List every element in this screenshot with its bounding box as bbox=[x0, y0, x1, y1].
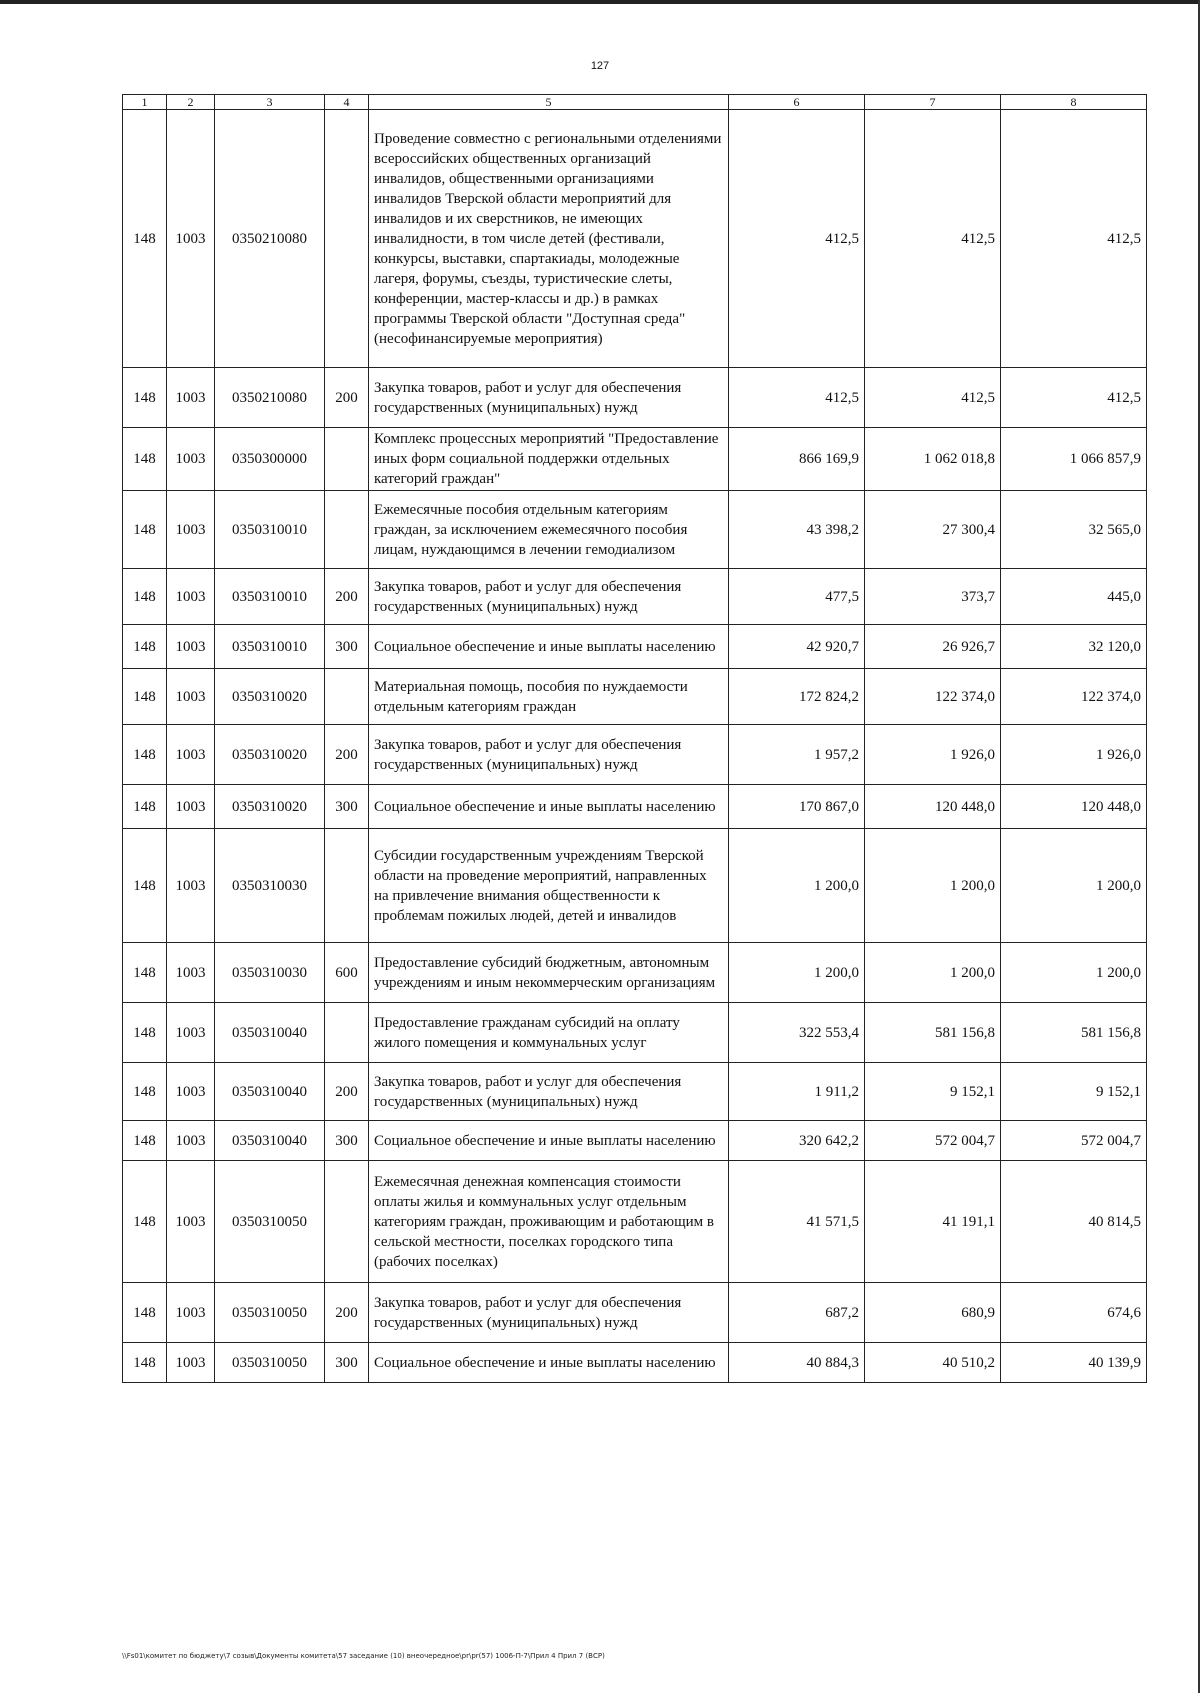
cell-target-article: 0350310010 bbox=[215, 491, 325, 569]
cell-amount-col8: 1 066 857,9 bbox=[1001, 428, 1147, 491]
cell-section: 1003 bbox=[167, 428, 215, 491]
cell-amount-col6: 40 884,3 bbox=[729, 1343, 865, 1383]
table-row bbox=[123, 943, 1147, 1003]
cell-target-article: 0350300000 bbox=[215, 428, 325, 491]
cell-amount-col7: 40 510,2 bbox=[865, 1343, 1001, 1383]
budget-table bbox=[122, 94, 1147, 1383]
column-header: 4 bbox=[325, 95, 369, 110]
table-row bbox=[123, 1003, 1147, 1063]
column-number-row bbox=[123, 95, 1147, 110]
cell-target-article: 0350310020 bbox=[215, 785, 325, 829]
cell-expense-type bbox=[325, 1161, 369, 1283]
cell-amount-col8: 9 152,1 bbox=[1001, 1063, 1147, 1121]
cell-amount-col8: 1 200,0 bbox=[1001, 943, 1147, 1003]
cell-target-article: 0350310040 bbox=[215, 1003, 325, 1063]
cell-expense-type: 300 bbox=[325, 1343, 369, 1383]
cell-ministry: 148 bbox=[123, 428, 167, 491]
cell-section: 1003 bbox=[167, 625, 215, 669]
cell-amount-col6: 41 571,5 bbox=[729, 1161, 865, 1283]
cell-amount-col8: 412,5 bbox=[1001, 368, 1147, 428]
cell-item-name: Социальное обеспечение и иные выплаты населению bbox=[369, 1121, 729, 1161]
cell-expense-type: 300 bbox=[325, 1121, 369, 1161]
cell-expense-type: 600 bbox=[325, 943, 369, 1003]
cell-target-article: 0350210080 bbox=[215, 368, 325, 428]
column-header: 6 bbox=[729, 95, 865, 110]
table-row bbox=[123, 625, 1147, 669]
cell-amount-col6: 1 200,0 bbox=[729, 829, 865, 943]
cell-amount-col7: 572 004,7 bbox=[865, 1121, 1001, 1161]
cell-amount-col6: 866 169,9 bbox=[729, 428, 865, 491]
cell-section: 1003 bbox=[167, 943, 215, 1003]
cell-amount-col8: 412,5 bbox=[1001, 110, 1147, 368]
cell-expense-type bbox=[325, 669, 369, 725]
cell-target-article: 0350310010 bbox=[215, 569, 325, 625]
cell-ministry: 148 bbox=[123, 943, 167, 1003]
cell-amount-col7: 680,9 bbox=[865, 1283, 1001, 1343]
cell-ministry: 148 bbox=[123, 1003, 167, 1063]
cell-amount-col6: 42 920,7 bbox=[729, 625, 865, 669]
cell-item-name: Закупка товаров, работ и услуг для обеспечения государственных (муниципальных) нужд bbox=[369, 1283, 729, 1343]
cell-item-name: Ежемесячная денежная компенсация стоимости оплаты жилья и коммунальных услуг отдельным категориям граждан, проживающим и работающим в сельской местности, поселках городского типа (рабочих поселках) bbox=[369, 1161, 729, 1283]
cell-expense-type bbox=[325, 829, 369, 943]
table-row bbox=[123, 110, 1147, 368]
cell-expense-type: 200 bbox=[325, 1283, 369, 1343]
cell-amount-col7: 1 200,0 bbox=[865, 943, 1001, 1003]
cell-amount-col8: 122 374,0 bbox=[1001, 669, 1147, 725]
cell-amount-col6: 477,5 bbox=[729, 569, 865, 625]
cell-ministry: 148 bbox=[123, 1063, 167, 1121]
cell-ministry: 148 bbox=[123, 569, 167, 625]
cell-expense-type bbox=[325, 1003, 369, 1063]
cell-section: 1003 bbox=[167, 1003, 215, 1063]
cell-section: 1003 bbox=[167, 829, 215, 943]
cell-amount-col8: 40 814,5 bbox=[1001, 1161, 1147, 1283]
column-header: 1 bbox=[123, 95, 167, 110]
column-header: 8 bbox=[1001, 95, 1147, 110]
table-row bbox=[123, 1283, 1147, 1343]
cell-amount-col8: 572 004,7 bbox=[1001, 1121, 1147, 1161]
cell-expense-type: 200 bbox=[325, 725, 369, 785]
cell-target-article: 0350310020 bbox=[215, 725, 325, 785]
cell-expense-type: 300 bbox=[325, 625, 369, 669]
cell-amount-col7: 581 156,8 bbox=[865, 1003, 1001, 1063]
table-row bbox=[123, 1161, 1147, 1283]
cell-amount-col7: 27 300,4 bbox=[865, 491, 1001, 569]
cell-section: 1003 bbox=[167, 1343, 215, 1383]
cell-amount-col7: 412,5 bbox=[865, 368, 1001, 428]
cell-item-name: Предоставление субсидий бюджетным, автономным учреждениям и иным некоммерческим организациям bbox=[369, 943, 729, 1003]
cell-ministry: 148 bbox=[123, 725, 167, 785]
cell-amount-col7: 1 062 018,8 bbox=[865, 428, 1001, 491]
cell-target-article: 0350310050 bbox=[215, 1343, 325, 1383]
column-header: 5 bbox=[369, 95, 729, 110]
cell-ministry: 148 bbox=[123, 1161, 167, 1283]
cell-ministry: 148 bbox=[123, 1283, 167, 1343]
table-row bbox=[123, 491, 1147, 569]
cell-amount-col7: 412,5 bbox=[865, 110, 1001, 368]
cell-expense-type bbox=[325, 428, 369, 491]
column-header: 7 bbox=[865, 95, 1001, 110]
cell-section: 1003 bbox=[167, 1063, 215, 1121]
table-row bbox=[123, 1121, 1147, 1161]
cell-target-article: 0350210080 bbox=[215, 110, 325, 368]
cell-amount-col6: 322 553,4 bbox=[729, 1003, 865, 1063]
cell-item-name: Ежемесячные пособия отдельным категориям граждан, за исключением ежемесячного пособия лицам, нуждающимся в лечении гемодиализом bbox=[369, 491, 729, 569]
cell-amount-col7: 41 191,1 bbox=[865, 1161, 1001, 1283]
cell-amount-col7: 1 200,0 bbox=[865, 829, 1001, 943]
column-header: 3 bbox=[215, 95, 325, 110]
table-row bbox=[123, 569, 1147, 625]
page-number: 127 bbox=[590, 60, 610, 72]
cell-amount-col6: 1 200,0 bbox=[729, 943, 865, 1003]
table-row bbox=[123, 1063, 1147, 1121]
cell-ministry: 148 bbox=[123, 625, 167, 669]
cell-amount-col6: 1 911,2 bbox=[729, 1063, 865, 1121]
table-row bbox=[123, 829, 1147, 943]
cell-target-article: 0350310050 bbox=[215, 1283, 325, 1343]
table-row bbox=[123, 1343, 1147, 1383]
cell-amount-col6: 1 957,2 bbox=[729, 725, 865, 785]
cell-amount-col7: 120 448,0 bbox=[865, 785, 1001, 829]
cell-item-name: Проведение совместно с региональными отделениями всероссийских общественных организаций инвалидов, общественными организациями инвалидов Тверской области мероприятий для инвалидов и их сверстников, не имеющих инвалидности, в том числе детей (фестивали, конкурсы, выставки, спартакиады, молодежные лагеря, форумы, съезды, туристические слеты, конференции, мастер-классы и др.) в рамках программы Тверской области "Доступная среда" (несофинансируемые мероприятия) bbox=[369, 110, 729, 368]
cell-amount-col8: 32 565,0 bbox=[1001, 491, 1147, 569]
cell-amount-col8: 32 120,0 bbox=[1001, 625, 1147, 669]
cell-target-article: 0350310040 bbox=[215, 1121, 325, 1161]
table-body bbox=[123, 110, 1147, 1383]
cell-ministry: 148 bbox=[123, 785, 167, 829]
cell-expense-type: 300 bbox=[325, 785, 369, 829]
column-header: 2 bbox=[167, 95, 215, 110]
cell-section: 1003 bbox=[167, 1283, 215, 1343]
cell-amount-col8: 581 156,8 bbox=[1001, 1003, 1147, 1063]
cell-target-article: 0350310030 bbox=[215, 943, 325, 1003]
cell-amount-col7: 9 152,1 bbox=[865, 1063, 1001, 1121]
cell-item-name: Закупка товаров, работ и услуг для обеспечения государственных (муниципальных) нужд bbox=[369, 725, 729, 785]
cell-section: 1003 bbox=[167, 1161, 215, 1283]
cell-amount-col8: 40 139,9 bbox=[1001, 1343, 1147, 1383]
cell-amount-col6: 43 398,2 bbox=[729, 491, 865, 569]
cell-amount-col6: 687,2 bbox=[729, 1283, 865, 1343]
cell-section: 1003 bbox=[167, 368, 215, 428]
top-border-line bbox=[0, 0, 1200, 4]
cell-amount-col7: 122 374,0 bbox=[865, 669, 1001, 725]
table-row bbox=[123, 725, 1147, 785]
cell-section: 1003 bbox=[167, 569, 215, 625]
cell-item-name: Социальное обеспечение и иные выплаты населению bbox=[369, 1343, 729, 1383]
cell-amount-col8: 674,6 bbox=[1001, 1283, 1147, 1343]
cell-section: 1003 bbox=[167, 1121, 215, 1161]
footer-file-path: \\Fs01\комитет по бюджету\7 созыв\Документы комитета\57 заседание (10) внеочередное\pr\pr(57) 1006-П-7\Прил 4 Прил 7 (ВСР) bbox=[122, 1652, 605, 1660]
cell-section: 1003 bbox=[167, 491, 215, 569]
cell-ministry: 148 bbox=[123, 1121, 167, 1161]
cell-item-name: Закупка товаров, работ и услуг для обеспечения государственных (муниципальных) нужд bbox=[369, 1063, 729, 1121]
cell-amount-col7: 373,7 bbox=[865, 569, 1001, 625]
cell-amount-col7: 26 926,7 bbox=[865, 625, 1001, 669]
cell-section: 1003 bbox=[167, 725, 215, 785]
table-row bbox=[123, 368, 1147, 428]
cell-amount-col6: 412,5 bbox=[729, 368, 865, 428]
cell-amount-col7: 1 926,0 bbox=[865, 725, 1001, 785]
cell-item-name: Закупка товаров, работ и услуг для обеспечения государственных (муниципальных) нужд bbox=[369, 569, 729, 625]
cell-expense-type: 200 bbox=[325, 1063, 369, 1121]
cell-target-article: 0350310020 bbox=[215, 669, 325, 725]
table-row bbox=[123, 669, 1147, 725]
cell-section: 1003 bbox=[167, 785, 215, 829]
cell-amount-col6: 412,5 bbox=[729, 110, 865, 368]
cell-item-name: Закупка товаров, работ и услуг для обеспечения государственных (муниципальных) нужд bbox=[369, 368, 729, 428]
cell-item-name: Социальное обеспечение и иные выплаты населению bbox=[369, 625, 729, 669]
cell-amount-col8: 120 448,0 bbox=[1001, 785, 1147, 829]
cell-amount-col6: 320 642,2 bbox=[729, 1121, 865, 1161]
cell-item-name: Социальное обеспечение и иные выплаты населению bbox=[369, 785, 729, 829]
cell-section: 1003 bbox=[167, 669, 215, 725]
cell-expense-type bbox=[325, 110, 369, 368]
cell-item-name: Предоставление гражданам субсидий на оплату жилого помещения и коммунальных услуг bbox=[369, 1003, 729, 1063]
cell-amount-col6: 172 824,2 bbox=[729, 669, 865, 725]
table-row bbox=[123, 785, 1147, 829]
cell-item-name: Материальная помощь, пособия по нуждаемости отдельным категориям граждан bbox=[369, 669, 729, 725]
cell-section: 1003 bbox=[167, 110, 215, 368]
table-row bbox=[123, 428, 1147, 491]
cell-target-article: 0350310050 bbox=[215, 1161, 325, 1283]
cell-ministry: 148 bbox=[123, 669, 167, 725]
cell-amount-col6: 170 867,0 bbox=[729, 785, 865, 829]
cell-target-article: 0350310040 bbox=[215, 1063, 325, 1121]
cell-expense-type bbox=[325, 491, 369, 569]
cell-amount-col8: 445,0 bbox=[1001, 569, 1147, 625]
cell-ministry: 148 bbox=[123, 368, 167, 428]
cell-target-article: 0350310030 bbox=[215, 829, 325, 943]
cell-expense-type: 200 bbox=[325, 569, 369, 625]
cell-ministry: 148 bbox=[123, 1343, 167, 1383]
cell-item-name: Комплекс процессных мероприятий "Предоставление иных форм социальной поддержки отдельных категорий граждан" bbox=[369, 428, 729, 491]
cell-ministry: 148 bbox=[123, 829, 167, 943]
cell-amount-col8: 1 200,0 bbox=[1001, 829, 1147, 943]
cell-target-article: 0350310010 bbox=[215, 625, 325, 669]
cell-item-name: Субсидии государственным учреждениям Тверской области на проведение мероприятий, направленных на привлечение внимания общественности к проблемам пожилых людей, детей и инвалидов bbox=[369, 829, 729, 943]
cell-ministry: 148 bbox=[123, 110, 167, 368]
cell-expense-type: 200 bbox=[325, 368, 369, 428]
cell-ministry: 148 bbox=[123, 491, 167, 569]
cell-amount-col8: 1 926,0 bbox=[1001, 725, 1147, 785]
